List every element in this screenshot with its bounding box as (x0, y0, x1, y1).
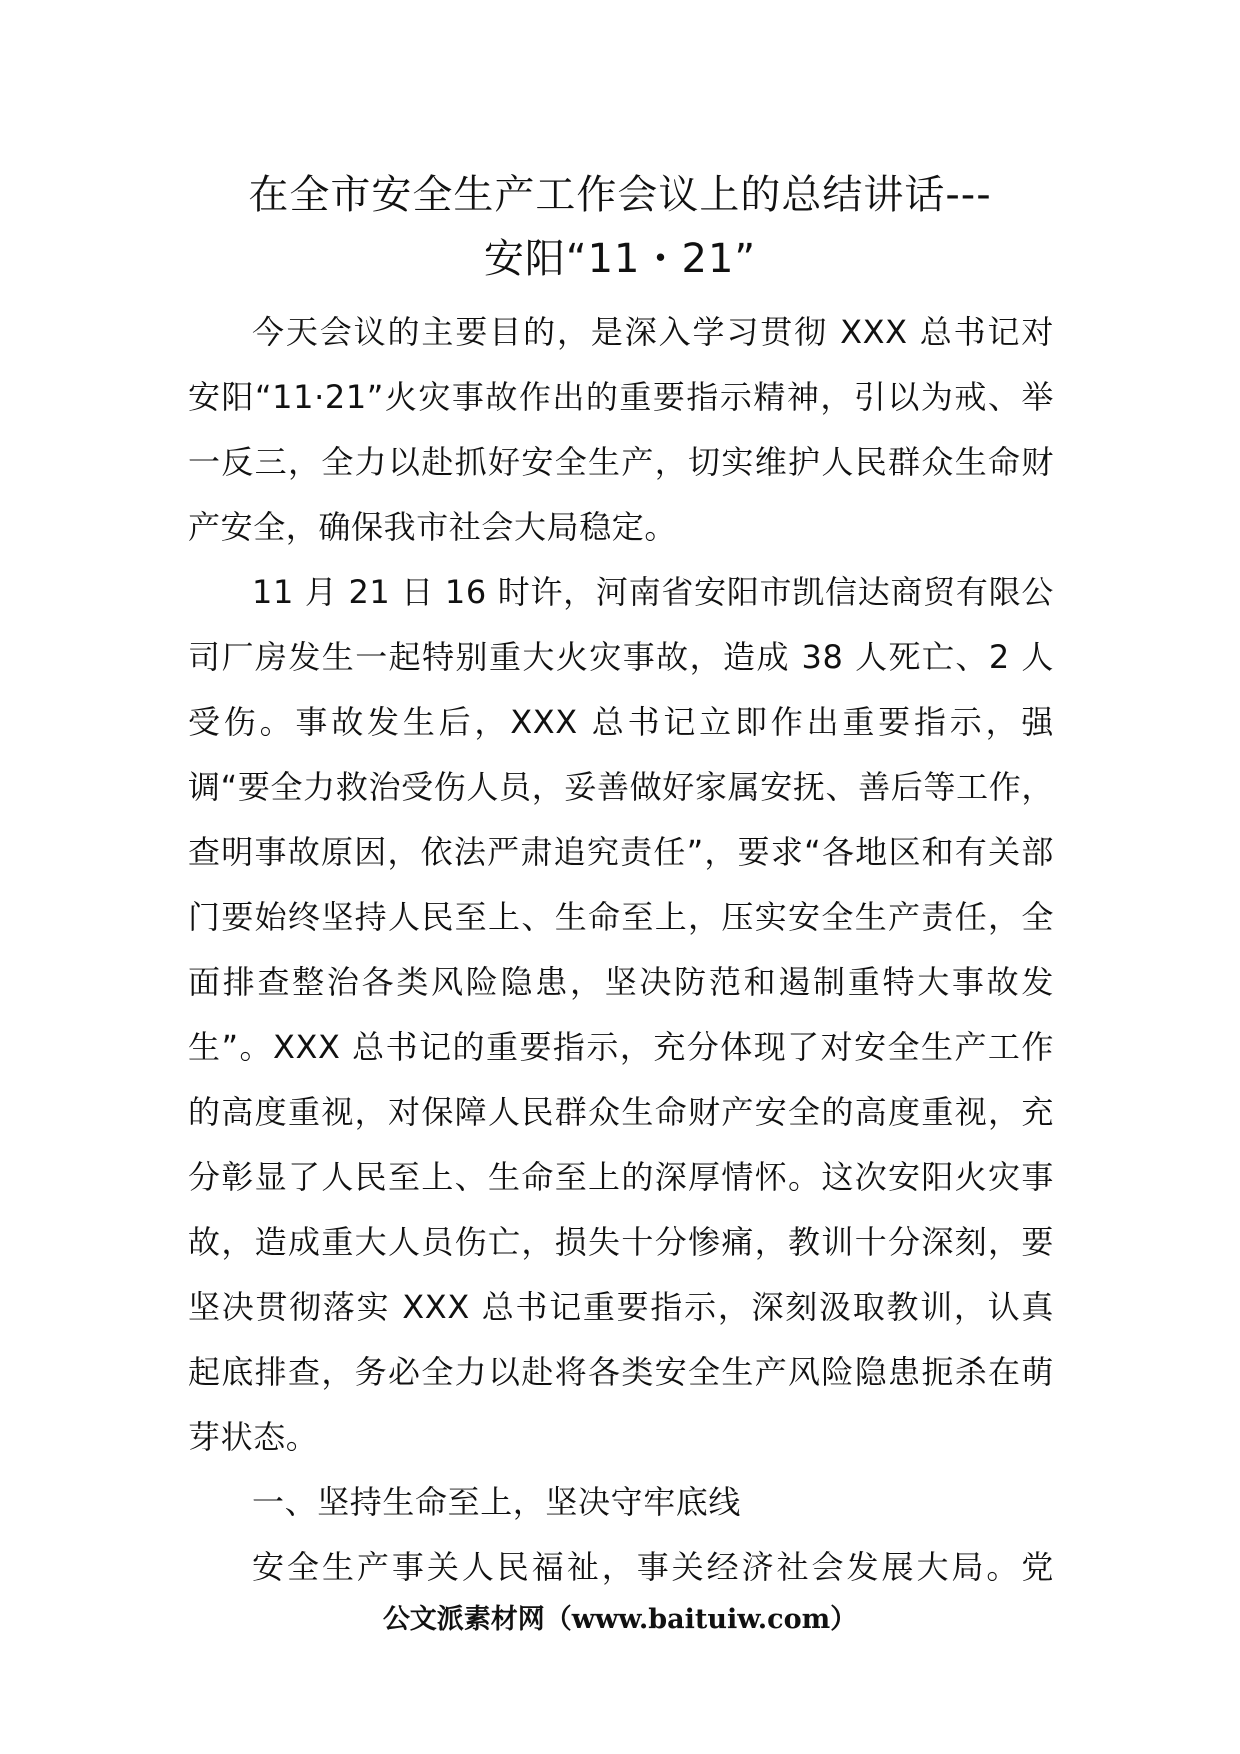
paragraph-intro: 今天会议的主要目的，是深入学习贯彻 XXX 总书记对安阳“11·21”火灾事故作出的重要指示精神，引以为戒、举一反三，全力以赴抓好安全生产，切实维护人民群众生命财产安全，确保我市社会大局稳定。 (188, 313, 1054, 546)
footer-watermark: 公文派素材网（www.baituiw.com） (382, 1604, 858, 1635)
section-heading-1: 一、坚持生命至上，坚决守牢底线 (252, 1483, 742, 1521)
paragraph-section-1-start: 安全生产事关人民福祉，事关经济社会发展大局。党 (252, 1548, 1054, 1586)
document-body (188, 300, 1054, 1600)
document-title-line-2: 安阳“11・21” (483, 236, 757, 282)
document-title-line-1: 在全市安全生产工作会议上的总结讲话--- (248, 172, 992, 218)
paragraph-incident: 11 月 21 日 16 时许，河南省安阳市凯信达商贸有限公司厂房发生一起特别重大火灾事故，造成 38 人死亡、2 人受伤。事故发生后，XXX 总书记立即作出重要指示，强调“要全力救治受伤人员，妥善做好家属安抚、善后等工作，查明事故原因，依法严肃追究责任”，要求“各地区和有关部门要始终坚持人民至上、生命至上，压实安全生产责任，全面排查整治各类风险隐患，坚决防范和遏制重特大事故发生”。XXX 总书记的重要指示，充分体现了对安全生产工作的高度重视，对保障人民群众生命财产安全的高度重视，充分彰显了人民至上、生命至上的深厚情怀。这次安阳火灾事故，造成重大人员伤亡，损失十分惨痛，教训十分深刻，要坚决贯彻落实 XXX 总书记重要指示，深刻汲取教训，认真起底排查，务必全力以赴将各类安全生产风险隐患扼杀在萌芽状态。 (188, 573, 1054, 1456)
